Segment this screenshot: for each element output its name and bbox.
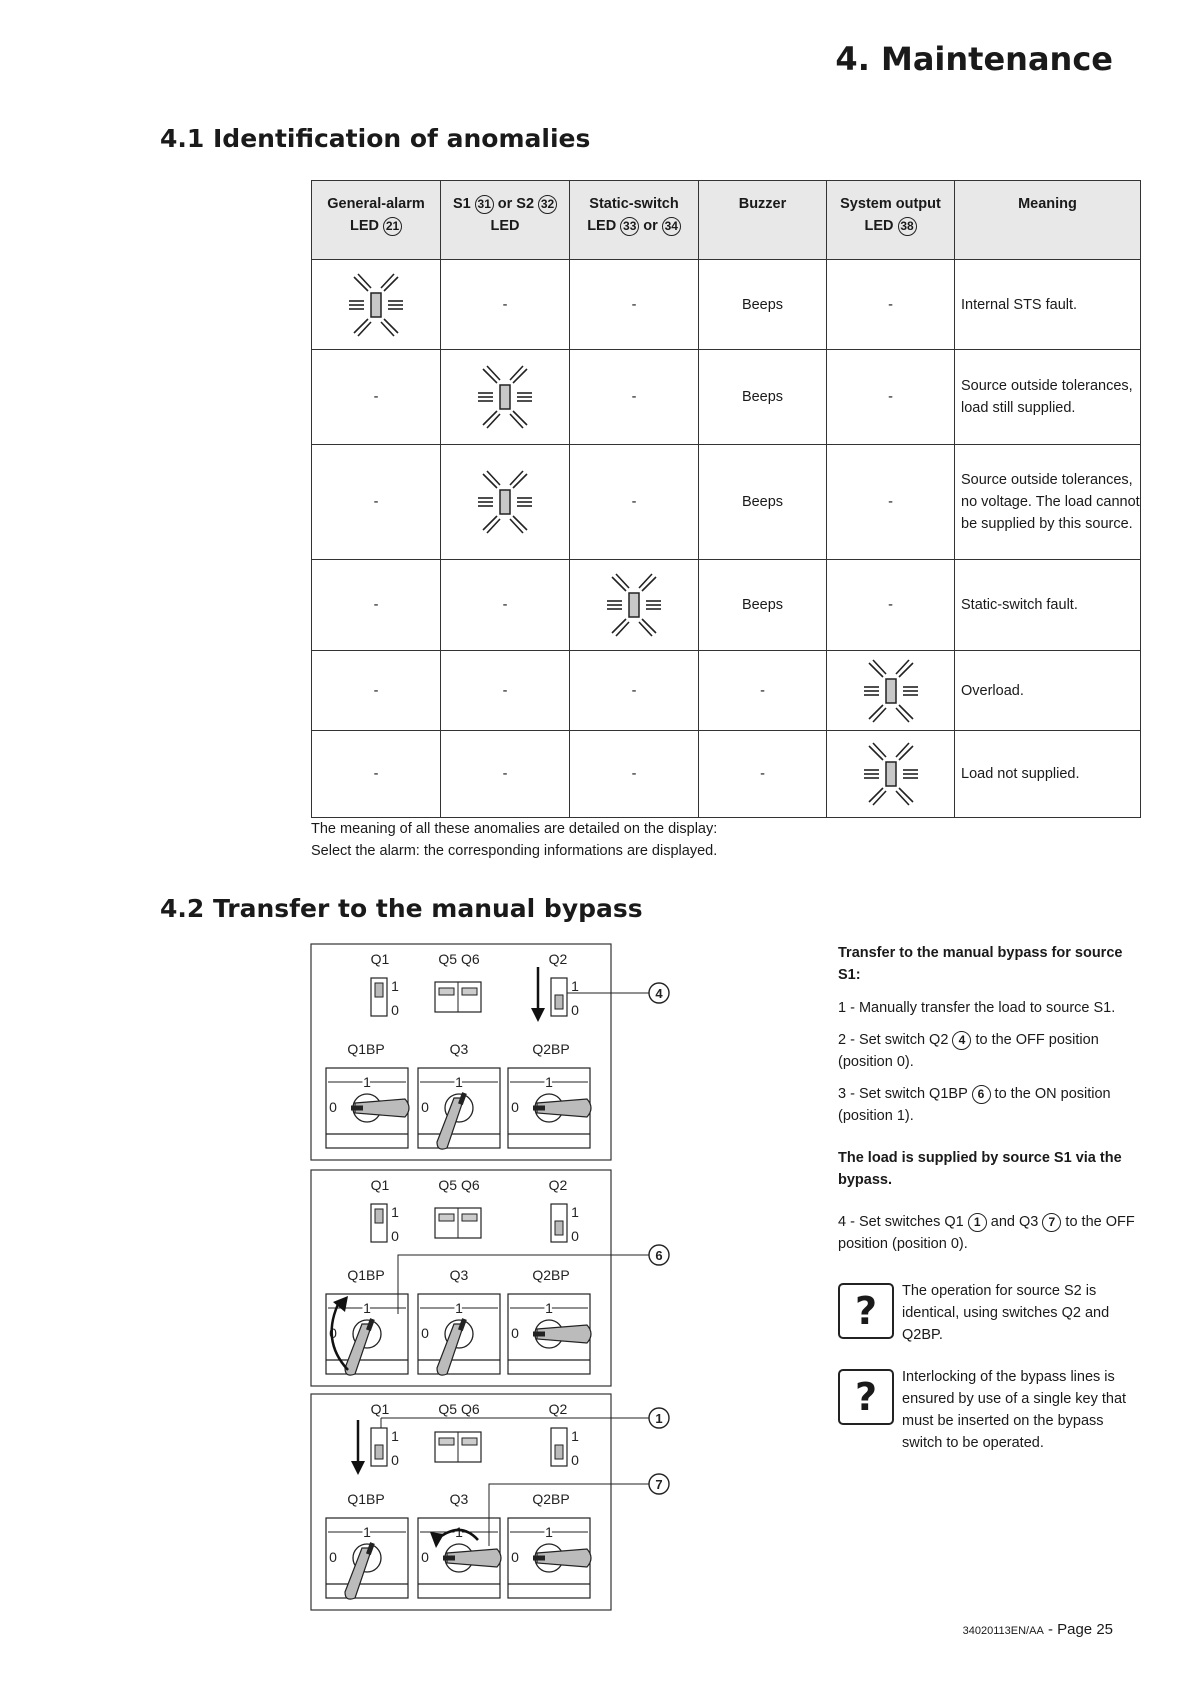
table-cell: - <box>827 560 955 651</box>
table-cell: Beeps <box>699 260 827 350</box>
table-cell: - <box>441 731 570 818</box>
pos-1-label: 1 <box>363 1074 371 1090</box>
callout-number: 4 <box>655 986 663 1001</box>
panel-content <box>326 1401 591 1599</box>
table-cell: - <box>441 560 570 651</box>
page-title: 4. Maintenance <box>835 40 1113 78</box>
label-q2bp: Q2BP <box>532 1491 570 1507</box>
table-cell: Beeps <box>699 560 827 651</box>
label-q1bp: Q1BP <box>347 1267 385 1283</box>
pos-1-label: 1 <box>571 978 579 994</box>
pos-0-label: 0 <box>391 1002 399 1018</box>
table-cell: Beeps <box>699 350 827 445</box>
side-bold-note: The load is supplied by source S1 via the bypass. <box>838 1150 1122 1188</box>
pos-1-label: 1 <box>455 1300 463 1316</box>
label-q1: Q1 <box>370 951 390 967</box>
table-cell: - <box>570 350 699 445</box>
pos-1-label: 1 <box>545 1074 553 1090</box>
label-q1: Q1 <box>370 1177 390 1193</box>
doc-code: 34020113EN/AA <box>962 1625 1044 1637</box>
ref-1: 1 <box>968 1213 987 1232</box>
table-cell: - <box>570 445 699 560</box>
section-title-bypass: 4.2 Transfer to the manual bypass <box>160 894 643 923</box>
pos-1-label: 1 <box>571 1204 579 1220</box>
col-static-switch: Static-switch LED 33 or 34 <box>570 181 699 260</box>
table-cell: - <box>699 731 827 818</box>
pos-0-label: 0 <box>421 1549 429 1565</box>
pos-0-label: 0 <box>391 1452 399 1468</box>
pos-0-label: 0 <box>329 1099 337 1115</box>
section-title-anomalies: 4.1 Identification of anomalies <box>160 124 591 153</box>
pos-1-label: 1 <box>545 1300 553 1316</box>
table-cell: - <box>699 651 827 731</box>
label-q2: Q2 <box>548 1177 568 1193</box>
pos-0-label: 0 <box>571 1452 579 1468</box>
table-cell: - <box>570 731 699 818</box>
label-q2bp: Q2BP <box>532 1041 570 1057</box>
table-cell: - <box>827 445 955 560</box>
table-cell: - <box>570 260 699 350</box>
pos-1-label: 1 <box>391 978 399 994</box>
step-1: 1 - Manually transfer the load to source S1. <box>838 1000 1116 1016</box>
pos-1-label: 1 <box>455 1524 463 1540</box>
table-cell: - <box>312 651 441 731</box>
pos-1-label: 1 <box>571 1428 579 1444</box>
label-q2: Q2 <box>548 1401 568 1417</box>
pos-0-label: 0 <box>421 1099 429 1115</box>
col-system-output: System output LED 38 <box>827 181 955 260</box>
label-q3: Q3 <box>449 1267 469 1283</box>
ref-4: 4 <box>952 1031 971 1050</box>
label-q1bp: Q1BP <box>347 1491 385 1507</box>
label-q5q6: Q5 Q6 <box>438 1177 480 1193</box>
meaning-cell: Source outside tolerances, load still supplied. <box>955 350 1141 445</box>
meaning-cell: Static-switch fault. <box>955 560 1141 651</box>
label-q1: Q1 <box>370 1401 390 1417</box>
table-cell: - <box>441 260 570 350</box>
panel-content <box>326 1177 591 1375</box>
label-q3: Q3 <box>449 1041 469 1057</box>
pos-0-label: 0 <box>329 1325 337 1341</box>
callout-number: 6 <box>655 1248 663 1263</box>
info-1: The operation for source S2 is identical, using switches Q2 and Q2BP. <box>902 1283 1110 1343</box>
col-meaning: Meaning <box>955 181 1141 260</box>
ref-21: 21 <box>383 217 402 236</box>
side-instructions <box>838 942 1138 1255</box>
pos-0-label: 0 <box>511 1325 519 1341</box>
label-q5q6: Q5 Q6 <box>438 951 480 967</box>
meaning-cell: Internal STS fault. <box>955 260 1141 350</box>
pos-0-label: 0 <box>391 1228 399 1244</box>
pos-0-label: 0 <box>329 1549 337 1565</box>
ref-6: 6 <box>972 1085 991 1104</box>
callout-number: 1 <box>655 1411 663 1426</box>
label-q2: Q2 <box>548 951 568 967</box>
meaning-cell: Overload. <box>955 651 1141 731</box>
ref-32: 32 <box>538 195 557 214</box>
col-general-alarm: General-alarm LED 21 <box>312 181 441 260</box>
pos-0-label: 0 <box>511 1549 519 1565</box>
question-icon: ? <box>838 1283 894 1339</box>
question-icon: ? <box>838 1369 894 1425</box>
pos-1-label: 1 <box>363 1524 371 1540</box>
ref-31: 31 <box>475 195 494 214</box>
arrow-down-icon <box>351 1461 365 1475</box>
pos-1-label: 1 <box>455 1074 463 1090</box>
ref-33: 33 <box>620 217 639 236</box>
step-4: 4 - Set switches Q1 1 and Q3 7 to the OFF position (position 0). <box>838 1214 1135 1252</box>
pos-0-label: 0 <box>511 1099 519 1115</box>
meaning-cell: Load not supplied. <box>955 731 1141 818</box>
table-cell: Beeps <box>699 445 827 560</box>
ref-38: 38 <box>898 217 917 236</box>
pos-1-label: 1 <box>391 1204 399 1220</box>
page-footer <box>963 1621 1113 1638</box>
table-cell: - <box>827 260 955 350</box>
label-q3: Q3 <box>449 1491 469 1507</box>
table-cell: - <box>312 445 441 560</box>
pos-0-label: 0 <box>421 1325 429 1341</box>
ref-7: 7 <box>1042 1213 1061 1232</box>
pos-0-label: 0 <box>571 1002 579 1018</box>
label-q5q6: Q5 Q6 <box>438 1401 480 1417</box>
step-2: 2 - Set switch Q2 4 to the OFF position (position 0). <box>838 1032 1099 1070</box>
arrow-down-icon <box>531 1008 545 1022</box>
pos-1-label: 1 <box>545 1524 553 1540</box>
meaning-cell: Source outside tolerances, no voltage. The load cannot be supplied by this source. <box>955 445 1141 560</box>
note-line-1: The meaning of all these anomalies are detailed on the display: <box>311 821 718 837</box>
col-buzzer: Buzzer <box>699 181 827 260</box>
note-line-2: Select the alarm: the corresponding informations are displayed. <box>311 843 718 859</box>
table-cell: - <box>312 731 441 818</box>
side-heading: Transfer to the manual bypass for source S1: <box>838 945 1123 983</box>
table-cell: - <box>312 350 441 445</box>
table-cell: - <box>312 560 441 651</box>
pos-1-label: 1 <box>391 1428 399 1444</box>
label-q1bp: Q1BP <box>347 1041 385 1057</box>
page-number: - Page 25 <box>1047 1621 1113 1638</box>
table-cell: - <box>570 651 699 731</box>
ref-34: 34 <box>662 217 681 236</box>
step-3: 3 - Set switch Q1BP 6 to the ON position (position 1). <box>838 1086 1111 1124</box>
table-cell: - <box>827 350 955 445</box>
panel-content <box>326 951 591 1149</box>
pos-1-label: 1 <box>363 1300 371 1316</box>
pos-0-label: 0 <box>571 1228 579 1244</box>
col-s1-s2: S1 31 or S2 32 LED <box>441 181 570 260</box>
table-cell: - <box>441 651 570 731</box>
info-2: Interlocking of the bypass lines is ensured by use of a single key that must be inserted on the bypass switch to be operated. <box>902 1369 1127 1451</box>
callout-number: 7 <box>655 1477 663 1492</box>
label-q2bp: Q2BP <box>532 1267 570 1283</box>
